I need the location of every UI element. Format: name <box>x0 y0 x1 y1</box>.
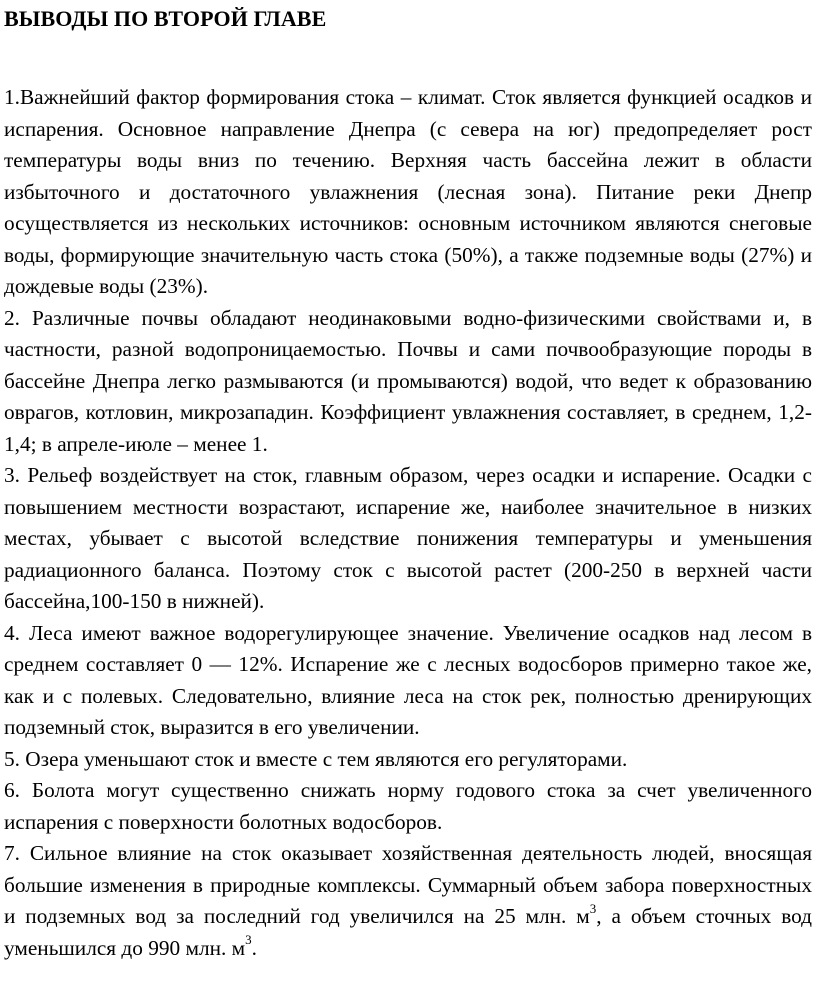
paragraph-1: 1.Важнейший фактор формирования стока – климат. Сток является функцией осадков и испарения. Основное направление Днепра (с севера на юг) предопределяет рост температуры воды вниз по течению. Верхняя часть бассейна лежит в области избыточного и достаточного увлажнения (лесная зона). Питание реки Днепр осуществляется из нескольких источников: основным источником являются снеговые воды, формирующие значительную часть стока (50%), а также подземные воды (27%) и дождевые воды (23%). <box>4 85 812 298</box>
paragraph-6: 6. Болота могут существенно снижать норму годового стока за счет увеличенного испарения с поверхности болотных водосборов. <box>4 778 812 834</box>
paragraph-7-text-b: , а объем сточных вод уменьшился до 990 млн. м <box>4 904 812 960</box>
paragraph-4: 4. Леса имеют важное водорегулирующее значение. Увеличение осадков над лесом в среднем составляет 0 — 12%. Испарение же с лесных водосборов примерно такое же, как и с полевых. Следовательно, влияние леса на сток рек, полностью дренирующих подземный сток, выразится в его увеличении. <box>4 620 812 739</box>
document-body <box>4 82 812 964</box>
paragraph-2: 2. Различные почвы обладают неодинаковыми водно-физическими свойствами и, в частности, разной водопроницаемостью. Почвы и сами почвообразующие породы в бассейне Днепра легко размываются (и промываются) водой, что ведет к образованию оврагов, котловин, микрозападин. Коэффициент увлажнения составляет, в среднем, 1,2-1,4; в апреле-июле – менее 1. <box>4 305 812 456</box>
superscript-cubic-1: 3 <box>589 900 597 916</box>
paragraph-3: 3. Рельеф воздействует на сток, главным образом, через осадки и испарение. Осадки с повышением местности возрастают, испарение же, наиболее значительное в низких местах, убывает с высотой вследствие понижения температуры и уменьшения радиационного баланса. Поэтому сток с высотой растет (200-250 в верхней части бассейна,100-150 в нижней). <box>4 463 812 613</box>
paragraph-7-text-c: . <box>251 935 257 960</box>
paragraph-7 <box>4 838 812 964</box>
document-title: ВЫВОДЫ ПО ВТОРОЙ ГЛАВЕ <box>4 6 327 31</box>
superscript-cubic-2: 3 <box>245 932 252 948</box>
paragraph-7-text-a: 7. Сильное влияние на сток оказывает хозяйственная деятельность людей, вносящая большие изменения в природные комплексы. Суммарный объем забора поверхностных и подземных вод за последний год увеличился на 25 млн. м <box>4 841 812 928</box>
paragraph-5: 5. Озера уменьшают сток и вместе с тем являются его регуляторами. <box>4 746 628 771</box>
